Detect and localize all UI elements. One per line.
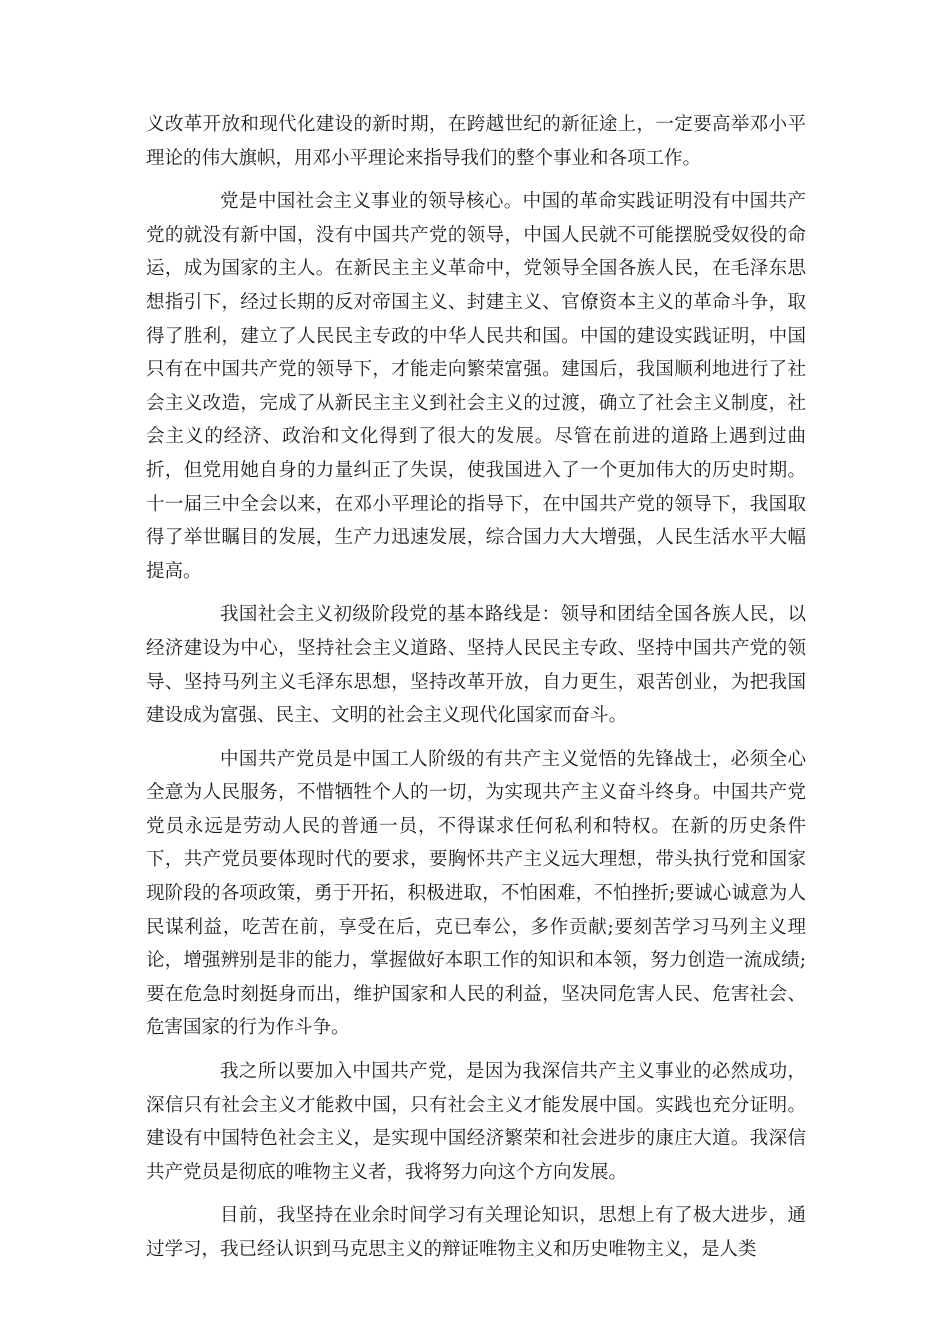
paragraph-party-leadership: 党是中国社会主义事业的领导核心。中国的革命实践证明没有中国共产党的就没有新中国，没有中国共产党的领导，中国人民就不可能摆脱受奴役的命运，成为国家的主人。在新民主主义革命中，党领导全国各族人民，在毛泽东思想指引下，经过长期的反对帝国主义、封建主义、官僚资本主义的革命斗争，取得了胜利，建立了人民民主专政的中华人民共和国。中国的建设实践证明，中国只有在中国共产党的领导下，才能走向繁荣富强。建国后，我国顺利地进行了社会主义改造，完成了从新民主主义到社会主义的过渡，确立了社会主义制度，社会主义的经济、政治和文化得到了很大的发展。尽管在前进的道路上遇到过曲折，但党用她自身的力量纠正了失误，使我国进入了一个更加伟大的历史时期。十一届三中全会以来，在邓小平理论的指导下，在中国共产党的领导下，我国取得了举世瞩目的发展，生产力迅速发展，综合国力大大增强，人民生活水平大幅提高。 [146, 191, 806, 582]
paragraph-party-member: 中国共产党员是中国工人阶级的有共产主义觉悟的先锋战士，必须全心全意为人民服务，不惜牺牲个人的一切，为实现共产主义奋斗终身。中国共产党党员永远是劳动人民的普通一员，不得谋求任何私利和特权。在新的历史条件下，共产党员要体现时代的要求，要胸怀共产主义远大理想，带头执行党和国家现阶段的各项政策，勇于开拓，积极进取，不怕困难，不怕挫折;要诚心诚意为人民谋利益，吃苦在前，享受在后，克已奉公，多作贡献;要刻苦学习马列主义理论，增强辨别是非的能力，掌握做好本职工作的知识和本领，努力创造一流成绩;要在危急时刻挺身而出，维护国家和人民的利益，坚决同危害人民、危害社会、危害国家的行为作斗争。 [146, 748, 806, 1039]
paragraph-basic-line: 我国社会主义初级阶段党的基本路线是：领导和团结全国各族人民，以经济建设为中心，坚持社会主义道路、坚持人民民主专政、坚持中国共产党的领导、坚持马列主义毛泽东思想，坚持改革开放，自力更生，艰苦创业，为把我国建设成为富强、民主、文明的社会主义现代化国家而奋斗。 [146, 604, 806, 727]
document-body [146, 108, 806, 1277]
paragraph-continuation: 义改革开放和现代化建设的新时期，在跨越世纪的新征途上，一定要高举邓小平理论的伟大旗帜，用邓小平理论来指导我们的整个事业和各项工作。 [146, 114, 806, 169]
paragraph-study: 目前，我坚持在业余时间学习有关理论知识，思想上有了极大进步，通过学习，我已经认识到马克思主义的辩证唯物主义和历史唯物主义，是人类 [146, 1205, 806, 1260]
paragraph-motivation: 我之所以要加入中国共产党，是因为我深信共产主义事业的必然成功，深信只有社会主义才能救中国，只有社会主义才能发展中国。实践也充分证明。建设有中国特色社会主义，是实现中国经济繁荣和社会进步的康庄大道。我深信共产党员是彻底的唯物主义者，我将努力向这个方向发展。 [146, 1061, 806, 1183]
